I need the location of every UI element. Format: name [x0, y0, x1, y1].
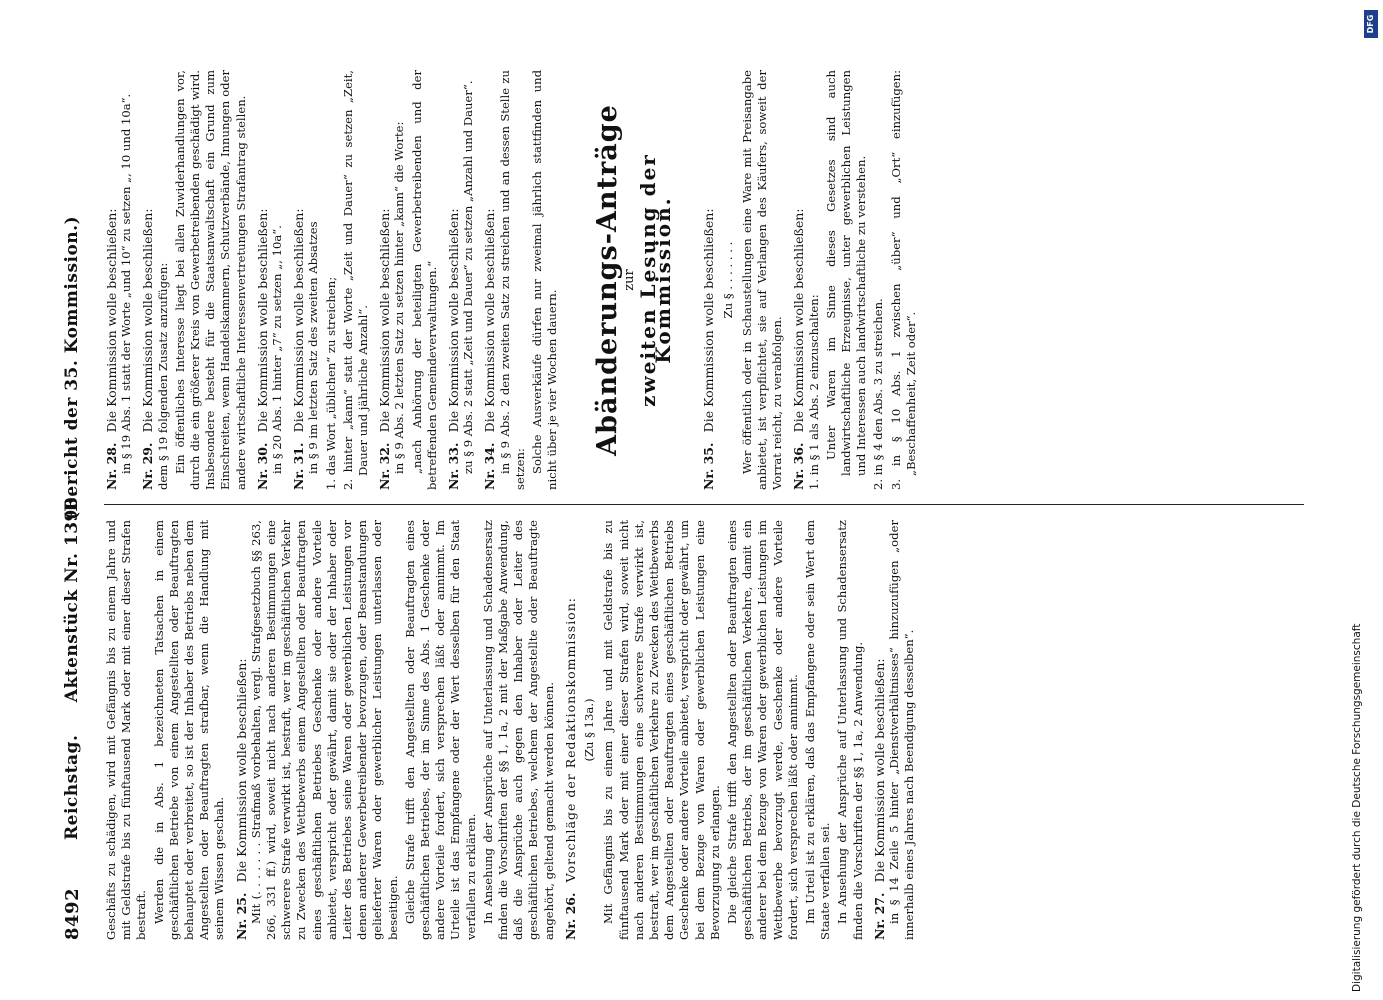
motion-number: Nr. 29.: [140, 442, 156, 490]
page-header: [56, 60, 96, 940]
paragraph: Wer öffentlich oder in Schaustellungen eine Ware mit Preisangabe anbietet, ist verpflichtet, sie auf Verlangen des Käufers, soweit der Vorrat reicht, zu verabfolgen.: [739, 70, 785, 490]
motion-nr26: [563, 520, 578, 940]
motion-lead: Die Kommission wolle beschließen:: [254, 208, 270, 433]
motion-number: Nr. 28.: [104, 442, 119, 490]
paragraph: in § 9 Abs. 2 den zweiten Satz zu streichen und an dessen Stelle zu setzen:: [497, 70, 527, 490]
page-number: 8492: [62, 887, 83, 940]
section-title-connector: zur: [621, 269, 637, 291]
paragraph: In Ansehung der Ansprüche auf Unterlassung und Schadensersatz finden die Vorschriften der §§ 1, 1a, 2 mit der Maßgabe Anwendung, daß die Ansprüche auch gegen den Inhaber oder Leiter des geschäftlichen Betriebes, welchem der Angestellte oder Beauftragte angehört, geltend gemacht werden können.: [480, 520, 556, 940]
motion-number: Nr. 32.: [377, 442, 393, 490]
list-item: 1. das Wort „üblichen“ zu streichen;: [323, 276, 338, 490]
section-reference: (Zu § 13a.): [582, 698, 597, 762]
motion-nr33: [446, 70, 461, 490]
document-title: Aktenstück Nr. 1390.: [62, 490, 82, 703]
motion-lead: Die Kommission wolle beschließen:: [446, 208, 462, 433]
list-item: 1. in § 1 als Abs. 2 einzuschalten:: [806, 294, 821, 490]
motion-lead: Die Kommission wolle beschließen:: [233, 658, 249, 883]
motion-lead: Die Kommission wolle beschließen:: [701, 208, 717, 433]
motion-nr29: [140, 70, 155, 490]
left-column: [104, 520, 1309, 940]
motion-nr28: [104, 70, 119, 490]
digitization-note: [1342, 8, 1372, 992]
rotated-page: [56, 60, 1326, 940]
header-left-title: Reichstag. Aktenstück Nr. 1390.: [62, 490, 82, 840]
section-subtitle: zweiten Lesung der Kommission.: [635, 153, 676, 407]
motion-number: Nr. 27.: [871, 892, 887, 940]
motion-number: Nr. 33.: [446, 442, 462, 490]
list-item: 2. in § 4 den Abs. 3 zu streichen.: [871, 298, 886, 490]
section-reference: Zu § . . . . . . .: [720, 241, 735, 319]
motion-lead: Die Kommission wolle beschließen:: [140, 208, 156, 433]
dfg-logo-text: DFG: [1366, 14, 1375, 34]
paragraph: Ein öffentliches Interesse liegt bei allen Zuwiderhandlungen vor, durch die ein größerer Kreis von Gewerbetreibenden geschädigt wird. Insbesondere besteht für die Staatsanwaltschaft ein Grund zum Einschreiten, wenn Handelskammern, Schutzverbände, Innungen oder andere wirtschaftliche Interessenvertretungen Strafantrag stellen.: [172, 70, 248, 490]
dfg-logo: [1364, 10, 1378, 38]
motion-lead: Die Kommission wolle beschließen:: [377, 208, 393, 433]
motion-lead: Die Kommission wolle beschließen:: [291, 208, 307, 433]
header-right-title: (Bericht der 35. Kommission.): [62, 215, 82, 520]
paragraph: in § 19 Abs. 1 statt der Worte „und 10“ zu setzen „, 10 und 10a“.: [119, 93, 134, 474]
motion-number: Nr. 31.: [291, 442, 307, 490]
motion-nr32: [377, 70, 392, 490]
paragraph: in § 9 Abs. 2 letzten Satz zu setzen hinter „kann“ die Worte:: [392, 121, 407, 474]
paragraph: zu § 9 Abs. 2 statt „Zeit und Dauer“ zu setzen „Anzahl und Dauer“.: [461, 80, 476, 474]
paragraph: Im Urteil ist zu erklären, daß das Empfangene oder sein Wert dem Staate verfallen sei.: [802, 520, 833, 940]
motion-number: Nr. 25.: [233, 892, 249, 940]
paragraph: Solche Ausverkäufe dürfen nur zweimal jährlich stattfinden und nicht über je vier Wochen dauern.: [530, 70, 560, 490]
motion-number: Nr. 35.: [701, 442, 717, 490]
motion-lead: Die Kommission wolle beschließen:: [104, 208, 119, 433]
paragraph: Unter Waren im Sinne dieses Gesetzes sind auch landwirtschaftliche Erzeugnisse, unter gewerblichen Leistungen und Interessen auch landwirtschaftliche zu verstehen.: [823, 70, 869, 476]
paragraph: in § 20 Abs. 1 hinter „7“ zu setzen „, 10a“.: [270, 225, 285, 474]
motion-number: Nr. 34.: [482, 442, 498, 490]
paragraph: Mit Gefängnis bis zu einem Jahre und mit Geldstrafe bis zu fünftausend Mark oder mit einer dieser Strafen wird, soweit nicht nach anderen Bestimmungen eine schwerere Strafe verwirkt ist, bestraft, wer im geschäftlichen Verkehre zu Zwecken des Wettbewerbs dem Angestellten oder Beauftragten eines geschäftlichen Betriebs Geschenke oder andere Vorteile anbietet, verspricht oder gewährt, um bei dem Bezuge von Waren oder gewerblichen Leistungen eine Bevorzugung zu erlangen.: [601, 520, 722, 940]
paragraph: Die gleiche Strafe trifft den Angestellten oder Beauftragten eines geschäftlichen Betriebs, der im geschäftlichen Verkehre, damit ein anderer bei dem Bezuge von Waren oder gewerblichen Leistungen im Wettbewerbe bevorzugt werde, Geschenke oder andere Vorteile fordert, sich versprechen läßt oder annimmt.: [724, 520, 800, 940]
list-item: 3. in § 10 Abs. 1 zwischen „über“ und „Ort“ einzufügen: „Beschaffenheit, Zeit oder“.: [888, 70, 918, 490]
paragraph: In Ansehung der Ansprüche auf Unterlassung und Schadensersatz finden die Vorschriften der §§ 1, 1a, 2 Anwendung.: [835, 520, 865, 940]
digitization-note-text: Digitalisierung gefördert durch die Deutsche Forschungsgemeinschaft: [1351, 623, 1363, 992]
motion-lead: Die Kommission wolle beschließen:: [791, 208, 807, 433]
list-item: 2. hinter „kann“ statt der Worte „Zeit und Dauer“ zu setzen „Zeit, Dauer und jährliche Anzahl“.: [340, 70, 371, 490]
motion-lead: Die Kommission wolle beschließen:: [871, 658, 887, 883]
paragraph: in § 14 Zeile 5 hinter „Dienstverhältnisses“ hinzuzufügen „oder innerhalb eines Jahres nach Beendigung desselben“.: [886, 520, 917, 940]
paragraph: dem § 19 folgenden Zusatz anzufügen:: [155, 262, 170, 490]
paragraph: Gleiche Strafe trifft den Angestellten oder Beauftragten eines geschäftlichen Betriebes, der im Sinne des Abs. 1 Geschenke oder andere Vorteile fordert, sich versprechen läßt oder annimmt. Im Urteile ist das Empfangene oder der Wert desselben für den Staat verfallen zu erklären.: [402, 520, 478, 940]
paragraph: in § 9 im letzten Satz des zweiten Absatzes: [306, 221, 321, 474]
column-divider: [104, 504, 1304, 505]
paragraph: Mit (. . . . . . . Strafmaß vorbehalten, vergl. Strafgesetzbuch §§ 263, 266, 331 ff.) wird, soweit nicht nach anderen Bestimmungen eine schwerere Strafe verwirkt ist, bestraft, wer im geschäftlichen Verkehr zu Zwecken des Wettbewerbs einem Angestellten oder Beauftragten eines geschäftlichen Betriebes Geschenke oder andere Vorteile anbietet, verspricht oder gewährt, damit sie oder der Inhaber oder Leiter des Betriebes seine Waren oder gewerblichen Leistungen vor denen anderer Gewerbetreibender bevorzugen, oder Beanstandungen gelieferter Waren oder gewerblicher Leistungen unterlassen oder beseitigen.: [248, 520, 400, 940]
motion-number: Nr. 26.: [562, 892, 578, 940]
right-column: [104, 70, 1309, 490]
section-title: Abänderungs-Anträge: [592, 104, 624, 456]
motion-nr36: [791, 70, 806, 490]
paragraph: „nach Anhörung der beteiligten Gewerbetreibenden und der betreffenden Gemeindeverwaltungen.“: [409, 70, 439, 490]
motion-nr27: [872, 520, 887, 940]
paragraph: Werden die in Abs. 1 bezeichneten Tatsachen in einem geschäftlichen Betriebe von einem Angestellten oder Beauftragten behauptet oder verbreitet, so ist der Inhaber des Betriebs neben dem Angestellten oder Beauftragten strafbar, wenn die Handlung mit seinem Wissen geschah.: [151, 520, 227, 940]
motion-nr34: [482, 70, 497, 490]
motion-number: Nr. 30.: [254, 442, 270, 490]
motion-nr25: [234, 520, 249, 940]
motion-lead: Die Kommission wolle beschließen:: [482, 208, 498, 433]
motion-nr30: [255, 70, 270, 490]
paragraph: Geschäfts zu schädigen, wird mit Gefängnis bis zu einem Jahre und mit Geldstrafe bis zu fünftausend Mark oder mit einer dieser Strafen bestraft.: [104, 520, 149, 940]
motion-number: Nr. 36.: [791, 442, 807, 490]
motion-lead: Vorschläge der Redaktionskommission:: [562, 597, 578, 883]
motion-nr31: [291, 70, 306, 490]
motion-nr35: [701, 70, 716, 490]
